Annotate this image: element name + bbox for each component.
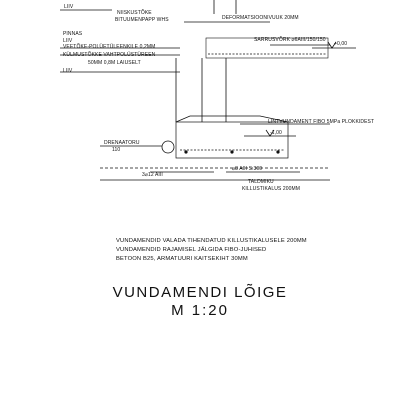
- drain-pipe: [162, 141, 174, 153]
- label-liiv-top: LIIV: [64, 4, 74, 10]
- label-niiskustoke: NIISKUSTÕKE: [117, 10, 152, 16]
- rebar-dot: [231, 151, 233, 153]
- label-level-minus: -1,00: [270, 130, 282, 136]
- label-rebar-12: 3⌀12 AIII: [142, 172, 163, 178]
- label-veetoke: VEETÕKE-POLÜETÜLEENKILE 0,2MM: [63, 44, 156, 50]
- label-deformatsioonivuuk: DEFORMATSIOONIVUUK 20MM: [222, 15, 299, 21]
- label-liiv-1: LIIV: [63, 38, 73, 44]
- label-sarrusvork: SARRUSVÕRK ⌀6AIII/150/150: [254, 37, 326, 43]
- label-lintvundament: LINTVUNDAMENT FIBO 5MPa PLOKKIDEST: [268, 119, 375, 125]
- drawing-title: VUNDAMENDI LÕIGE: [112, 284, 288, 301]
- label-taldmiku: TALDMIKU: [248, 179, 274, 185]
- rebar-dot: [185, 151, 187, 153]
- label-drenaatoru-size: 110: [112, 147, 121, 153]
- label-killustikalus: KILLUSTIKALUS 200MM: [242, 186, 301, 192]
- label-kulmustoke-dim: 50MM 0,8M LAIUSELT: [88, 60, 141, 66]
- label-liiv-2: LIIV: [63, 68, 73, 74]
- note-line-3: BETOON B25, ARMATUURI KAITSEKIHT 30MM: [116, 256, 248, 262]
- rebar-dot: [277, 151, 279, 153]
- label-drenaatoru: DRENAATORU: [104, 140, 140, 146]
- note-line-2: VUNDAMENDID RAJAMISEL JÄLGIDA FIBO-JUHISED: [116, 247, 267, 253]
- label-kulmustoke: KÜLMUSTÕKKE VAHTPOLÜSTÜREEN: [63, 52, 156, 58]
- label-rebar-8: ⌀8 AIII S.300: [232, 166, 263, 172]
- label-level-zero: +0,00: [334, 41, 348, 47]
- drawing-scale: M 1:20: [171, 302, 229, 319]
- label-pinnas: PINNAS: [63, 31, 83, 37]
- note-line-1: VUNDAMENDID VALADA TIHENDATUD KILLUSTIKALUSELE 200MM: [116, 238, 307, 244]
- label-bituumenpapp: BITUUMENPAPP WHS: [115, 17, 169, 23]
